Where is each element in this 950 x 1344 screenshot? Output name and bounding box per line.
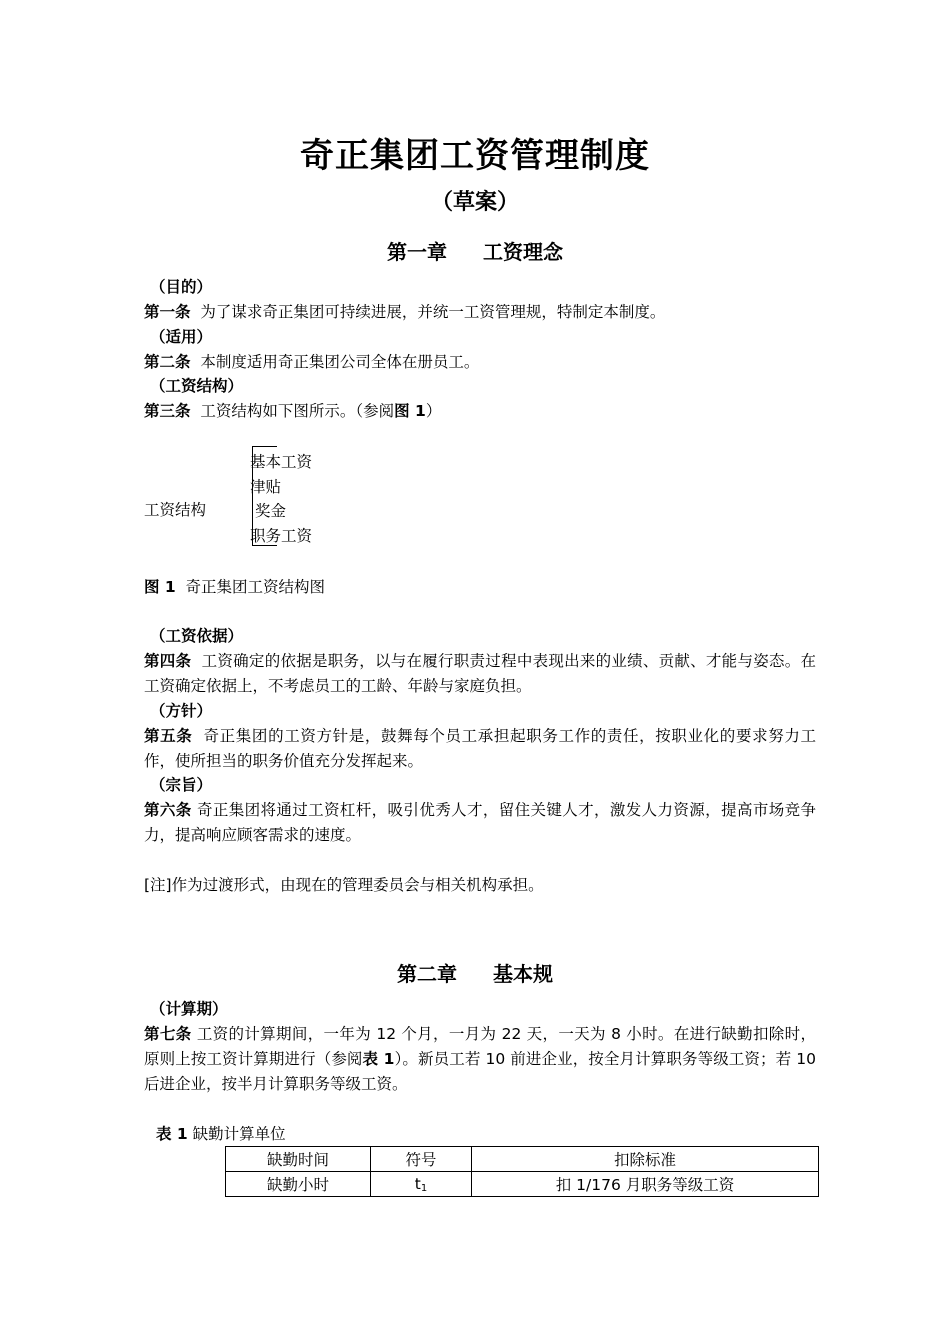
article-3-text: 工资结构如下图所示。（参阅 [200,402,395,420]
table-cell-symbol: $t_1$ [371,1172,472,1197]
article-7: 第七条 工资的计算期间，一年为 12 个月，一月为 22 天，一天为 8 小时。在进行缺勤扣除时，原则上按工资计算期进行（参阅表 1）。新员工若 10 前进企业，按全月计算职务等级工资；若 10 后进企业，按半月计算职务等级工资。 [144,1025,816,1093]
table-header-cell: 符号 [371,1147,472,1172]
article-5-text: 奇正集团的工资方针是，鼓舞每个员工承担起职务工作的责任，按职业化的要求努力工作，使所担当的职务价值充分发挥起来。 [144,727,816,770]
article-3: 第三条 工资结构如下图所示。（参阅图 1） [144,402,442,420]
article-4 [144,649,816,699]
article-1-label: 第一条 [144,303,191,321]
chapter-1-heading [0,236,950,265]
article-7-label: 第七条 [144,1025,192,1043]
chapter-1-label: 第一章 [387,240,447,264]
article-4-label: 第四条 [144,652,192,670]
article-3-label: 第三条 [144,402,191,420]
article-5 [144,724,816,774]
article-5-label: 第五条 [144,727,193,745]
table-header-row [226,1147,819,1172]
absence-table [225,1146,819,1197]
structure-item-position-salary: 职务工资 [250,527,313,545]
chapter-2-label: 第二章 [397,962,457,986]
article-6-text: 奇正集团将通过工资杠杆，吸引优秀人才，留住关键人才，激发人力资源，提高市场竞争力，提高响应顾客需求的速度。 [144,801,816,844]
section-aim: （宗旨） [150,776,213,794]
section-policy: （方针） [150,702,213,720]
section-purpose: （目的） [150,278,213,296]
table-row [226,1172,819,1197]
article-2 [144,350,824,375]
section-basis: （工资依据） [150,627,244,645]
structure-root-label: 工资结构 [144,501,207,519]
table-1-reference: 表 1 [362,1050,395,1068]
table-header-cell: 扣除标准 [472,1147,819,1172]
chapter-2-name: 基本规 [493,962,553,986]
table-1-caption-text: 缺勤计算单位 [192,1125,286,1143]
table-1-caption [156,1122,286,1144]
article-1 [144,300,824,325]
section-structure: （工资结构） [150,377,244,395]
article-6 [144,798,816,848]
document-title: 奇正集团工资管理制度 [300,136,650,176]
article-1-text: 为了谋求奇正集团可持续进展，并统一工资管理规，特制定本制度。 [200,303,666,321]
chapter-1-name: 工资理念 [483,240,563,264]
chapter-2-heading [0,958,950,987]
article-7-text: 工资的计算期间，一年为 12 个月，一月为 22 天，一天为 8 小时。在进行缺勤扣除时，原则上按工资计算期进行（参阅 [144,1025,816,1068]
structure-item-bonus: 奖金 [255,502,287,520]
figure-1-reference: 图 1 [394,402,426,420]
table-1-label: 表 1 [156,1125,188,1143]
article-4-text: 工资确定的依据是职务，以与在履行职责过程中表现出来的业绩、贡献、才能与姿态。在工资确定依据上，不考虑员工的工龄、年龄与家庭负担。 [144,652,816,695]
structure-item-basic-salary: 基本工资 [250,453,313,471]
article-2-text: 本制度适用奇正集团公司全体在册员工。 [200,353,480,371]
article-2-label: 第二条 [144,353,191,371]
figure-1-label: 图 1 [144,578,176,596]
table-cell-standard: 扣 1/176 月职务等级工资 [472,1172,819,1197]
document-subtitle: （草案） [430,190,519,215]
table-cell-time: 缺勤小时 [226,1172,371,1197]
section-period: （计算期） [150,1000,228,1018]
structure-item-allowance: 津贴 [250,478,282,496]
figure-1-caption [144,575,824,600]
table-header-cell: 缺勤时间 [226,1147,371,1172]
section-scope: （适用） [150,328,213,346]
note-text: [注]作为过渡形式，由现在的管理委员会与相关机构承担。 [144,876,544,894]
article-6-label: 第六条 [144,801,192,819]
figure-1-caption-text: 奇正集团工资结构图 [185,578,326,596]
